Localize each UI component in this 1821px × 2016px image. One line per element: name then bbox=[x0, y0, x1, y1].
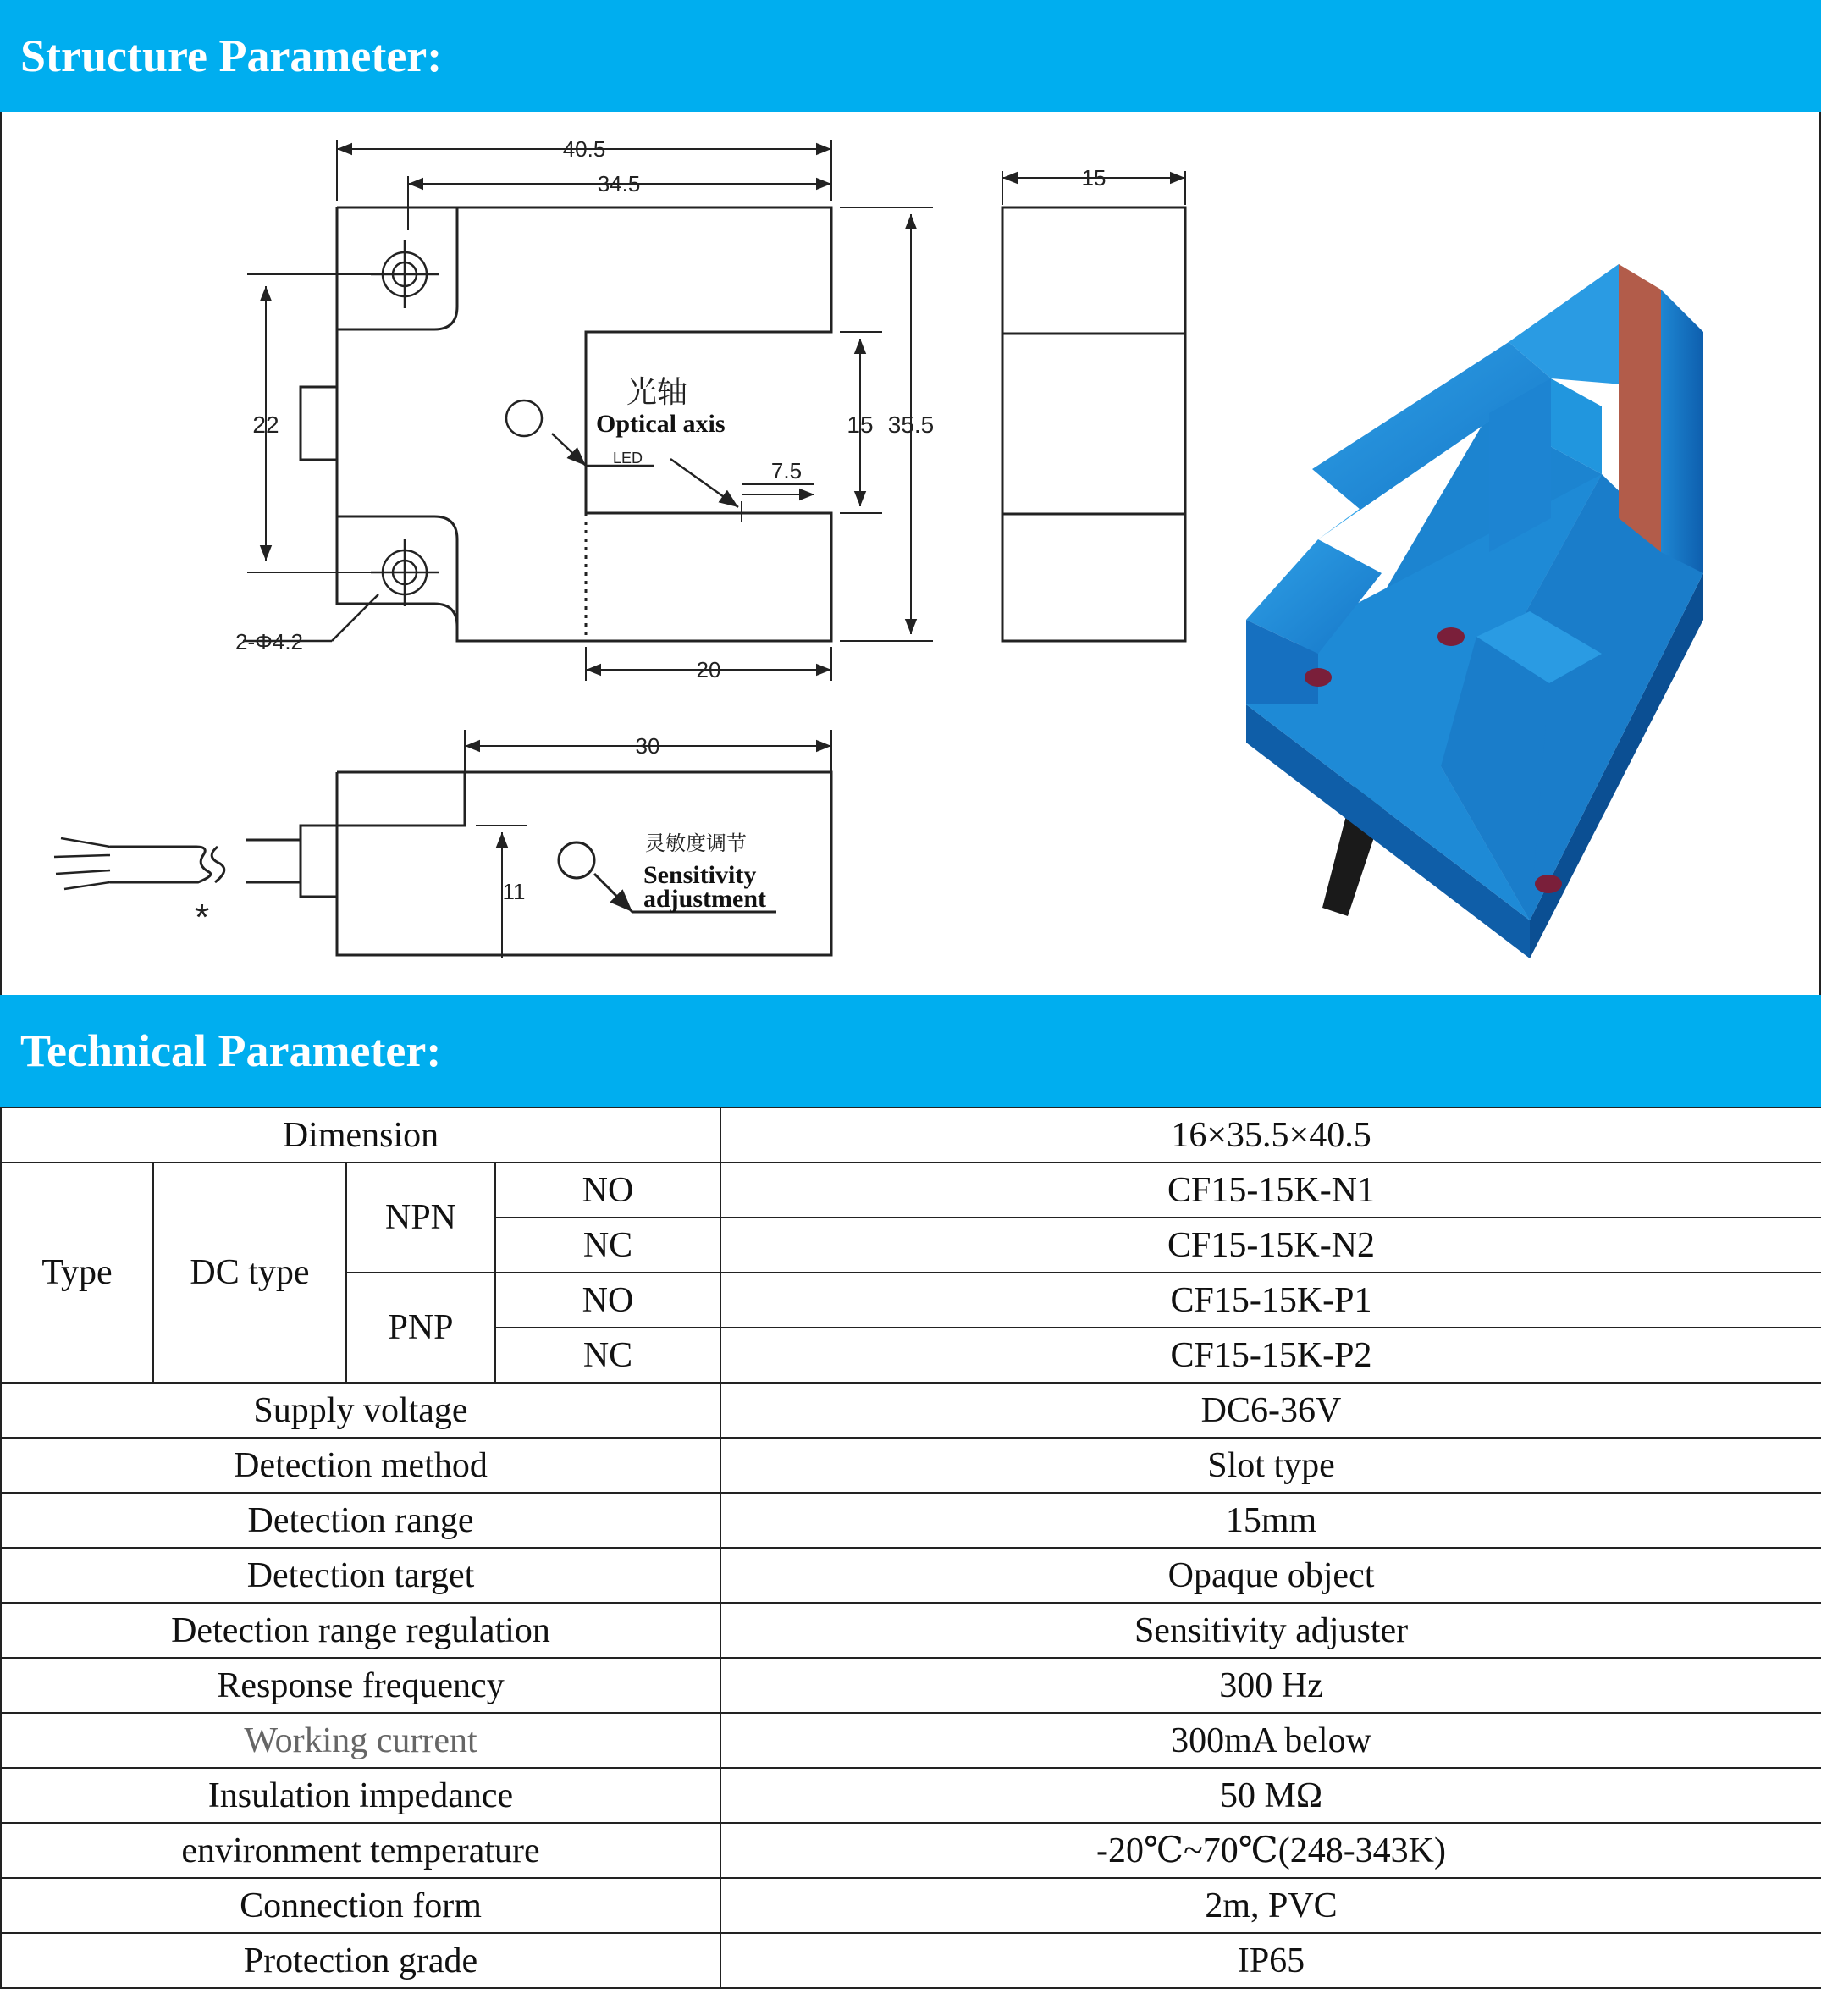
model-cell: CF15-15K-P1 bbox=[720, 1273, 1821, 1328]
cable bbox=[110, 840, 301, 882]
sensitivity-knob-icon bbox=[559, 842, 594, 878]
table-row bbox=[1, 1768, 1821, 1823]
type-label-cell: Type bbox=[1, 1163, 153, 1383]
dim-label-15-side: 15 bbox=[1081, 165, 1106, 191]
structure-header bbox=[0, 0, 1821, 112]
table-row bbox=[1, 1823, 1821, 1878]
table-row bbox=[1, 1493, 1821, 1548]
no-label-cell: NO bbox=[495, 1163, 720, 1218]
label-cell: environment temperature bbox=[1, 1823, 720, 1878]
sensitivity-cn-label: 灵敏度调节 bbox=[645, 832, 747, 855]
front-view bbox=[301, 207, 831, 641]
value-cell: 16×35.5×40.5 bbox=[720, 1107, 1821, 1163]
optical-axis-cn-label: 光轴 bbox=[626, 374, 688, 409]
label-cell: Insulation impedance bbox=[1, 1768, 720, 1823]
dim-label-40-5: 40.5 bbox=[562, 136, 606, 162]
product-photo bbox=[1246, 264, 1703, 958]
optical-axis-label: Optical axis bbox=[596, 410, 726, 438]
model-cell: CF15-15K-N2 bbox=[720, 1218, 1821, 1273]
cable-asterisk: * bbox=[195, 897, 210, 938]
sensitivity-label-line2: adjustment bbox=[643, 885, 767, 913]
technical-drawing bbox=[2, 112, 1819, 995]
table-row bbox=[1, 1713, 1821, 1768]
dim-label-15-slot: 15 bbox=[847, 411, 874, 438]
hole-spec-label: 2-Φ4.2 bbox=[235, 629, 304, 655]
table-row bbox=[1, 1878, 1821, 1933]
table-row-dimension bbox=[1, 1107, 1821, 1163]
nc-label-cell: NC bbox=[495, 1328, 720, 1383]
dc-type-label-cell: DC type bbox=[153, 1163, 346, 1383]
led-indicator-icon bbox=[506, 400, 542, 436]
value-cell: -20℃~70℃(248-343K) bbox=[720, 1823, 1821, 1878]
value-cell: Opaque object bbox=[720, 1548, 1821, 1603]
dim-label-34-5: 34.5 bbox=[597, 171, 641, 196]
dim-label-20: 20 bbox=[696, 657, 721, 682]
lower-mount-ear bbox=[337, 516, 457, 641]
connector-stub bbox=[301, 387, 337, 460]
pnp-label-cell: PNP bbox=[346, 1273, 495, 1383]
bottom-view-outline bbox=[337, 772, 831, 955]
dim-label-11: 11 bbox=[502, 879, 526, 904]
value-cell: 2m, PVC bbox=[720, 1878, 1821, 1933]
dim-label-22: 22 bbox=[252, 411, 279, 438]
side-view-outline bbox=[1002, 207, 1185, 641]
value-cell: 300 Hz bbox=[720, 1658, 1821, 1713]
label-cell: Supply voltage bbox=[1, 1383, 720, 1438]
nc-label-cell: NC bbox=[495, 1218, 720, 1273]
label-cell: Response frequency bbox=[1, 1658, 720, 1713]
structure-drawing-area bbox=[0, 112, 1821, 995]
value-cell: DC6-36V bbox=[720, 1383, 1821, 1438]
table-row bbox=[1, 1383, 1821, 1438]
side-view bbox=[1002, 207, 1185, 641]
npn-label-cell: NPN bbox=[346, 1163, 495, 1273]
upper-mount-ear bbox=[337, 207, 457, 329]
table-row bbox=[1, 1933, 1821, 1988]
mount-holes bbox=[243, 240, 738, 641]
table-row bbox=[1, 1438, 1821, 1493]
dim-label-35-5: 35.5 bbox=[887, 411, 935, 438]
value-cell: 50 MΩ bbox=[720, 1768, 1821, 1823]
table-row bbox=[1, 1658, 1821, 1713]
table-row bbox=[1, 1603, 1821, 1658]
label-cell: Working current bbox=[1, 1713, 720, 1768]
structure-title: Structure Parameter: bbox=[20, 30, 443, 81]
label-cell: Dimension bbox=[1, 1107, 720, 1163]
model-cell: CF15-15K-N1 bbox=[720, 1163, 1821, 1218]
dim-label-30: 30 bbox=[635, 733, 660, 759]
technical-parameter-table bbox=[0, 1107, 1821, 1989]
model-cell: CF15-15K-P2 bbox=[720, 1328, 1821, 1383]
value-cell: Slot type bbox=[720, 1438, 1821, 1493]
value-cell: 15mm bbox=[720, 1493, 1821, 1548]
dim-label-7-5: 7.5 bbox=[770, 458, 803, 483]
no-label-cell: NO bbox=[495, 1273, 720, 1328]
table-row bbox=[1, 1548, 1821, 1603]
cable-gland bbox=[301, 826, 337, 897]
led-label: LED bbox=[613, 450, 643, 467]
label-cell: Detection range bbox=[1, 1493, 720, 1548]
label-cell: Connection form bbox=[1, 1878, 720, 1933]
value-cell: Sensitivity adjuster bbox=[720, 1603, 1821, 1658]
label-cell: Detection method bbox=[1, 1438, 720, 1493]
sensitivity-label-line1: Sensitivity bbox=[643, 861, 757, 889]
technical-title: Technical Parameter: bbox=[20, 1025, 442, 1076]
table-row-type-npn-no bbox=[1, 1163, 1821, 1218]
label-cell: Protection grade bbox=[1, 1933, 720, 1988]
value-cell: 300mA below bbox=[720, 1713, 1821, 1768]
label-cell: Detection range regulation bbox=[1, 1603, 720, 1658]
sensor-body-outline bbox=[337, 207, 831, 641]
value-cell: IP65 bbox=[720, 1933, 1821, 1988]
technical-header bbox=[0, 995, 1821, 1107]
label-cell: Detection target bbox=[1, 1548, 720, 1603]
